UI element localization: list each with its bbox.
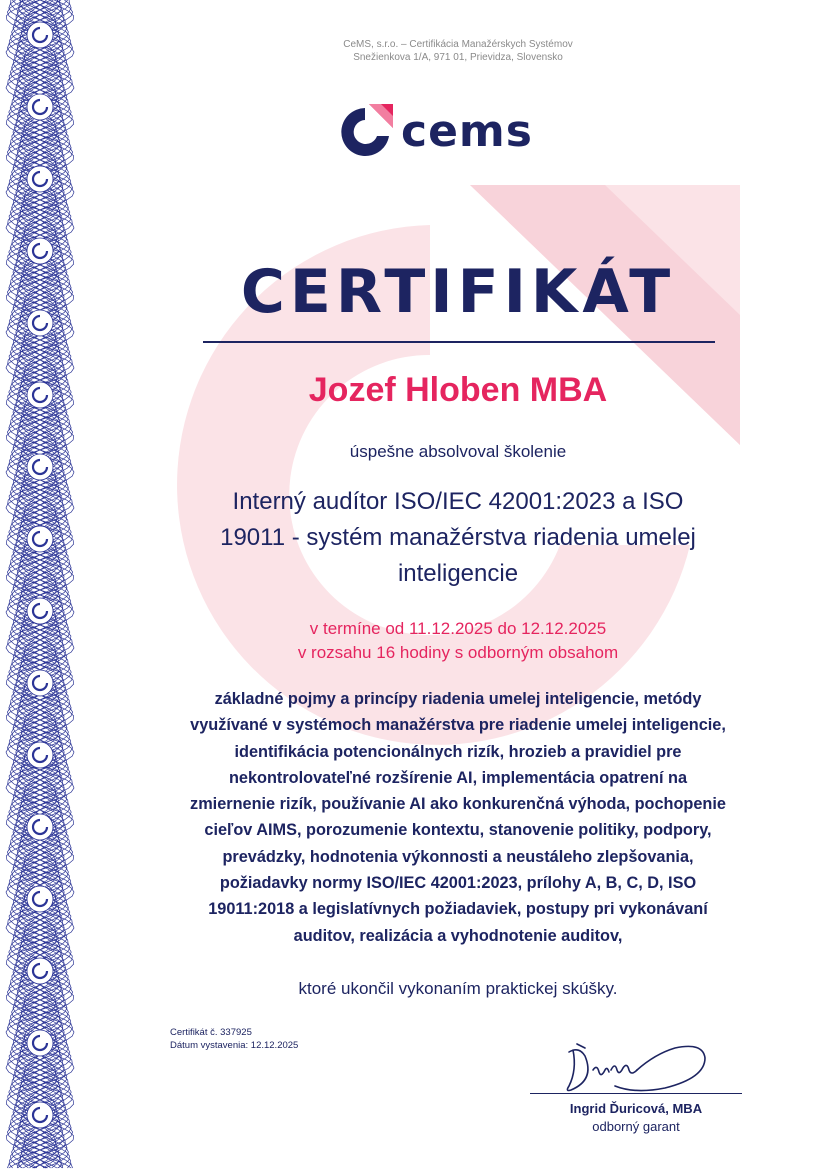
certificate-number: Certifikát č. 337925 — [170, 1027, 252, 1038]
company-address: Snežienkova 1/A, 971 01, Prievidza, Slovensko — [353, 52, 563, 63]
border-seal-icon — [27, 814, 53, 840]
course-scope: v rozsahu 16 hodiny s odborným obsahom — [297, 643, 619, 662]
border-seal-icon — [27, 382, 53, 408]
course-title — [170, 484, 746, 592]
intro-text: úspešne absolvoval školenie — [349, 442, 567, 461]
border-seal-icon — [27, 1102, 53, 1128]
content-line: nekontrolovateľné rozšírenie AI, implementácia opatrení na — [228, 768, 688, 787]
content-line: základné pojmy a princípy riadenia umelej inteligencie, metódy — [214, 690, 702, 708]
certificate-title: CERTIFIKÁT — [240, 257, 676, 327]
border-seal-icon — [27, 166, 53, 192]
course-content — [150, 686, 766, 949]
content-line: zmiernenie rizík, používanie AI ako konkurenčná výhoda, pochopenie — [190, 795, 726, 814]
border-seal-icon — [27, 454, 53, 480]
course-title-line: Interný audítor ISO/IEC 42001:2023 a ISO — [232, 488, 684, 515]
title-divider — [203, 341, 715, 343]
content-line: požiadavky normy ISO/IEC 42001:2023, prílohy A, B, C, D, ISO — [219, 874, 697, 893]
signature-line — [530, 1093, 742, 1094]
content-line: cieľov AIMS, porozumenie kontextu, stanovenie politiky, podpory, — [204, 821, 712, 840]
course-dates — [200, 617, 716, 665]
border-seal-icon — [27, 94, 53, 120]
logo-text: cems — [401, 106, 533, 157]
handwritten-signature — [555, 1040, 725, 1098]
certificate-meta — [170, 1026, 470, 1052]
border-seal-icon — [27, 238, 53, 264]
border-seal-icon — [27, 886, 53, 912]
border-seal-icon — [27, 22, 53, 48]
company-header — [200, 38, 716, 64]
content-line: auditov, realizácia a vyhodnotenie auditov, — [293, 926, 623, 945]
border-seal-icon — [27, 1030, 53, 1056]
border-seal-icon — [27, 310, 53, 336]
signer-role: odborný garant — [592, 1119, 680, 1134]
border-seal-icon — [27, 526, 53, 552]
border-seal-icon — [27, 598, 53, 624]
cems-logo-icon — [335, 100, 399, 164]
content-line: identifikácia potencionálnych rizík, hrozieb a pravidiel pre — [234, 742, 682, 761]
content-line: 19011:2018 a legislatívnych požiadaviek, postupy pri vykonávaní — [208, 900, 708, 919]
date-range: v termíne od 11.12.2025 do 12.12.2025 — [309, 619, 607, 638]
cems-logo — [335, 100, 585, 164]
content-line: využívané v systémoch manažérstva pre riadenie umelej inteligencie, — [190, 716, 726, 735]
signer-name: Ingrid Ďuricová, MBA — [569, 1101, 703, 1116]
guilloche-border — [0, 0, 80, 1169]
closing-text: ktoré ukončil vykonaním praktickej skúšky. — [298, 979, 618, 998]
signer-block — [530, 1100, 742, 1136]
border-seal-icon — [27, 742, 53, 768]
border-seal-icon — [27, 958, 53, 984]
border-seal-icon — [27, 670, 53, 696]
recipient-name: Jozef Hloben MBA — [308, 371, 608, 409]
content-line: prevádzky, hodnotenia výkonnosti a neustáleho zlepšovania, — [222, 847, 694, 866]
issue-date: Dátum vystavenia: 12.12.2025 — [170, 1040, 299, 1051]
course-title-line: inteligencie — [397, 560, 519, 587]
company-name: CeMS, s.r.o. – Certifikácia Manažérskych Systémov — [343, 39, 573, 50]
course-title-line: 19011 - systém manažérstva riadenia umelej — [220, 524, 696, 551]
